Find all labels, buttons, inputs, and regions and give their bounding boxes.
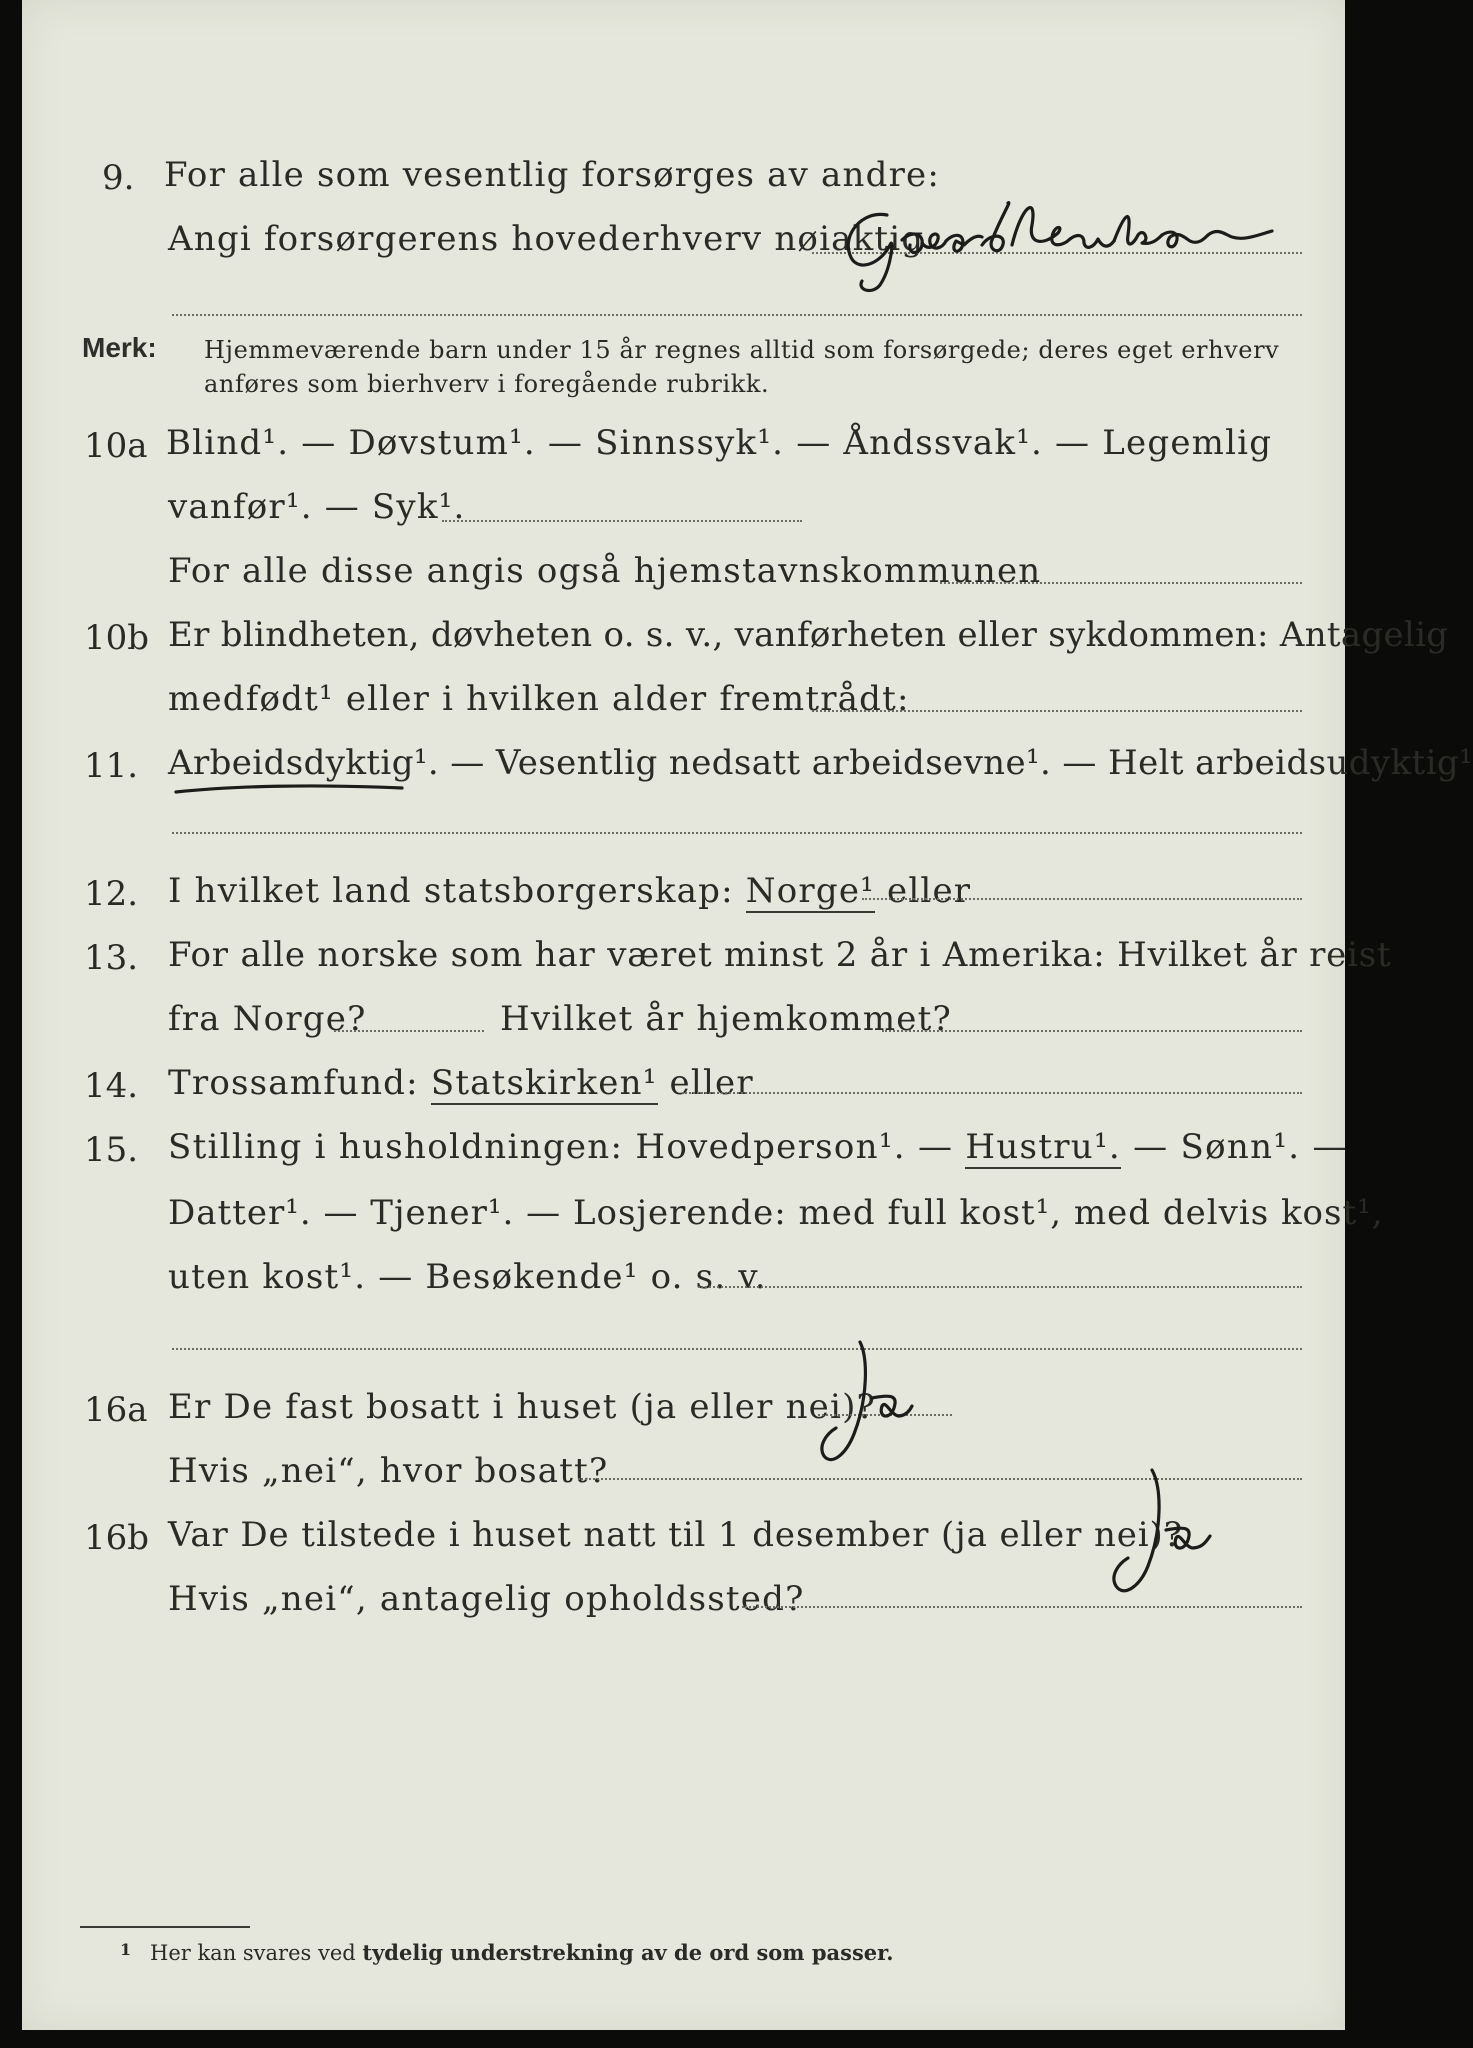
q15-line1 — [168, 1127, 1348, 1167]
q12-option-norge: Norge¹ — [745, 871, 875, 911]
footnote-text — [150, 1940, 894, 1965]
q16a-handwritten-answer — [802, 1338, 962, 1478]
q16b-line2: Hvis „nei“, antagelig opholdssted? — [168, 1579, 805, 1619]
q10b-line2: medfødt¹ eller i hvilken alder fremtrådt: — [168, 679, 910, 719]
q13-answer-line-2 — [882, 1030, 1302, 1032]
separator-dotted — [172, 314, 1302, 316]
q12-suffix: eller — [874, 871, 972, 911]
q13-answer-line-1 — [334, 1030, 484, 1032]
q11-underline-mark — [172, 780, 412, 800]
q10a-line2: vanfør¹. — Syk¹. — [168, 487, 466, 527]
q12-number: 12. — [84, 874, 139, 914]
q16b-answer-line — [742, 1606, 1302, 1608]
q10a-number: 10a — [84, 426, 148, 466]
q14-prefix: Trossamfund: — [168, 1063, 431, 1103]
q11-line — [168, 743, 1473, 783]
q10a-line3: For alle disse angis også hjemstavnskommunen — [168, 551, 1042, 591]
q15-answer-line-2 — [172, 1348, 1302, 1350]
q15-option-hustru: Hustru¹. — [965, 1127, 1122, 1167]
q14-line — [168, 1063, 754, 1103]
q9-number: 9. — [102, 158, 135, 198]
q12-line — [168, 871, 972, 911]
q16b-handwritten-answer — [1082, 1466, 1262, 1606]
q10b-answer-line — [812, 710, 1302, 712]
q9-line2: Angi forsørgerens hovederhverv nøiaktig — [168, 219, 925, 259]
q16b-number: 16b — [84, 1518, 150, 1558]
q11-option-arbeidsdyktig: Arbeidsdyktig¹. — [168, 743, 440, 783]
footnote-marker: 1 — [120, 1940, 132, 1959]
footnote-prefix: Her kan svares ved — [150, 1941, 363, 1965]
q13-line2b: Hvilket år hjemkommet? — [500, 999, 952, 1039]
footnote-emphasis: tydelig understrekning av de ord som passer. — [362, 1940, 894, 1965]
q14-number: 14. — [84, 1066, 139, 1106]
q15-number: 15. — [84, 1130, 139, 1170]
q15-line1-suffix: — Sønn¹. — — [1121, 1127, 1348, 1167]
q11-answer-line — [172, 832, 1302, 834]
q14-option-statskirken: Statskirken¹ — [430, 1063, 658, 1103]
q16a-line1: Er De fast bosatt i huset (ja eller nei)? — [168, 1387, 876, 1427]
q10a-answer-line-1 — [442, 520, 802, 522]
merk-line1: Hjemmeværende barn under 15 år regnes alltid som forsørgede; deres eget erhverv — [204, 336, 1280, 364]
q14-answer-line — [682, 1092, 1302, 1094]
q15-line1-prefix: Stilling i husholdningen: Hovedperson¹. — — [168, 1127, 966, 1167]
q15-answer-line-1 — [698, 1286, 1302, 1288]
q10a-answer-line-2 — [940, 582, 1302, 584]
q13-line2a: fra Norge? — [168, 999, 367, 1039]
q12-answer-line — [862, 898, 1302, 900]
q10a-line1: Blind¹. — Døvstum¹. — Sinnssyk¹. — Åndssvak¹. — Legemlig — [166, 423, 1273, 463]
q10b-number: 10b — [84, 618, 150, 658]
merk-line2: anføres som bierhverv i foregående rubrikk. — [204, 370, 770, 398]
q16a-line2: Hvis „nei“, hvor bosatt? — [168, 1451, 609, 1491]
q15-line2: Datter¹. — Tjener¹. — Losjerende: med full kost¹, med delvis kost¹, — [168, 1193, 1384, 1233]
census-form-page — [22, 0, 1473, 2030]
q15-line3: uten kost¹. — Besøkende¹ o. s. v. — [168, 1257, 767, 1297]
q9-handwritten-answer — [832, 185, 1312, 295]
q9-line1: For alle som vesentlig forsørges av andre: — [164, 155, 941, 195]
q11-number: 11. — [84, 746, 139, 786]
q13-line1: For alle norske som har været minst 2 år i Amerika: Hvilket år reist — [168, 935, 1392, 975]
q10b-line1: Er blindheten, døvheten o. s. v., vanførheten eller sykdommen: Antagelig — [168, 615, 1449, 655]
footnote-rule — [80, 1926, 250, 1928]
merk-label: Merk: — [82, 332, 157, 363]
q13-number: 13. — [84, 938, 139, 978]
q11-rest: — Vesentlig nedsatt arbeidsevne¹. — Helt arbeidsudyktig¹ — [439, 743, 1473, 783]
q16b-line1: Var De tilstede i huset natt til 1 desember (ja eller nei)? — [168, 1515, 1183, 1555]
q16a-number: 16a — [84, 1390, 148, 1430]
q12-prefix: I hvilket land statsborgerskap: — [168, 871, 746, 911]
q14-suffix: eller — [657, 1063, 754, 1103]
